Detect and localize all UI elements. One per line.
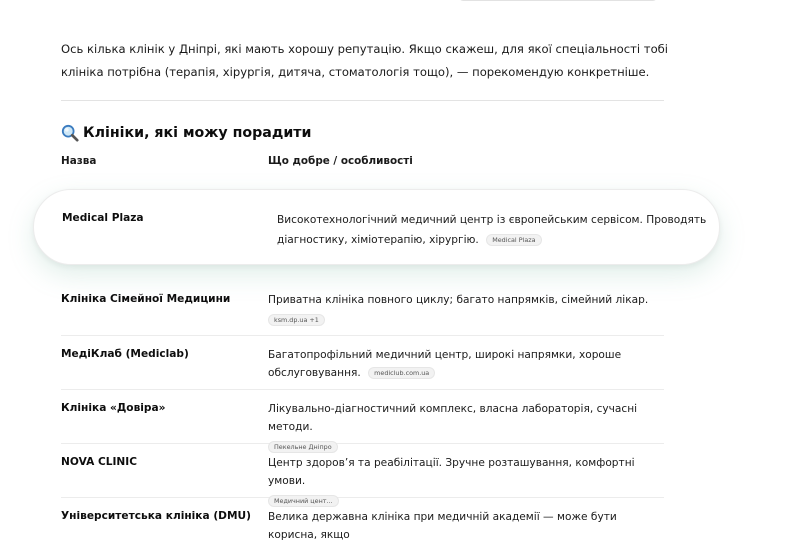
divider	[61, 100, 664, 101]
source-chip[interactable]: ksm.dp.ua +1	[268, 314, 325, 326]
table-row	[61, 444, 664, 505]
clinic-description	[268, 346, 664, 382]
column-header-description: Що добре / особливості	[268, 155, 413, 167]
clinic-description-text: Велика державна клініка при медичній академії — може бути корисна, якщо	[268, 511, 617, 541]
clinic-description	[268, 508, 664, 544]
clinic-name: МедіКлаб (Mediclab)	[61, 348, 189, 360]
clinic-name: NOVA CLINIC	[61, 456, 138, 468]
table-row-highlighted[interactable]	[33, 189, 720, 265]
clinic-name: Medical Plaza	[62, 212, 144, 224]
clinic-description	[277, 210, 707, 250]
section-title-text: Клініки, які можу порадити	[83, 125, 312, 141]
source-chip[interactable]: Медичний цент...	[268, 495, 339, 507]
clinic-description	[268, 291, 664, 327]
clinic-name: Клініка «Довіра»	[61, 402, 166, 414]
top-card-edge	[458, 0, 658, 1]
table-row	[61, 390, 664, 451]
table-row	[61, 498, 664, 556]
table-row	[61, 336, 664, 390]
clinic-name: Клініка Сімейної Медицини	[61, 293, 231, 305]
column-header-name: Назва	[61, 155, 97, 167]
source-chip[interactable]: mediclub.com.ua	[368, 367, 435, 379]
clinic-description-text: Приватна клініка повного циклу; багато напрямків, сімейний лікар.	[268, 294, 649, 306]
clinic-description-text: Центр здоров’я та реабілітації. Зручне розташування, комфортні умови.	[268, 457, 635, 487]
table-row	[61, 285, 664, 336]
source-chip[interactable]: Пекельне Дніпро	[268, 441, 338, 453]
section-title	[61, 124, 311, 142]
clinic-name: Університетська клініка (DMU)	[61, 510, 251, 522]
clinic-description-text: Високотехнологічний медичний центр із європейським сервісом. Проводять діагностику, хіміотерапію, хірургію.	[277, 214, 707, 246]
source-chip[interactable]: Medical Plaza	[486, 234, 541, 246]
clinic-description-text: Лікувально-діагностичний комплекс, власна лабораторія, сучасні методи.	[268, 403, 638, 433]
clinic-description-text: Багатопрофільний медичний центр, широкі напрямки, хороше обслуговування.	[268, 349, 622, 379]
magnifier-icon	[61, 124, 79, 142]
intro-paragraph: Ось кілька клінік у Дніпрі, які мають хорошу репутацію. Якщо скажеш, для якої спеціальності тобі клініка потрібна (терапія, хірургія, дитяча, стоматологія тощо), — порекомендую конкретніше.	[61, 42, 669, 79]
